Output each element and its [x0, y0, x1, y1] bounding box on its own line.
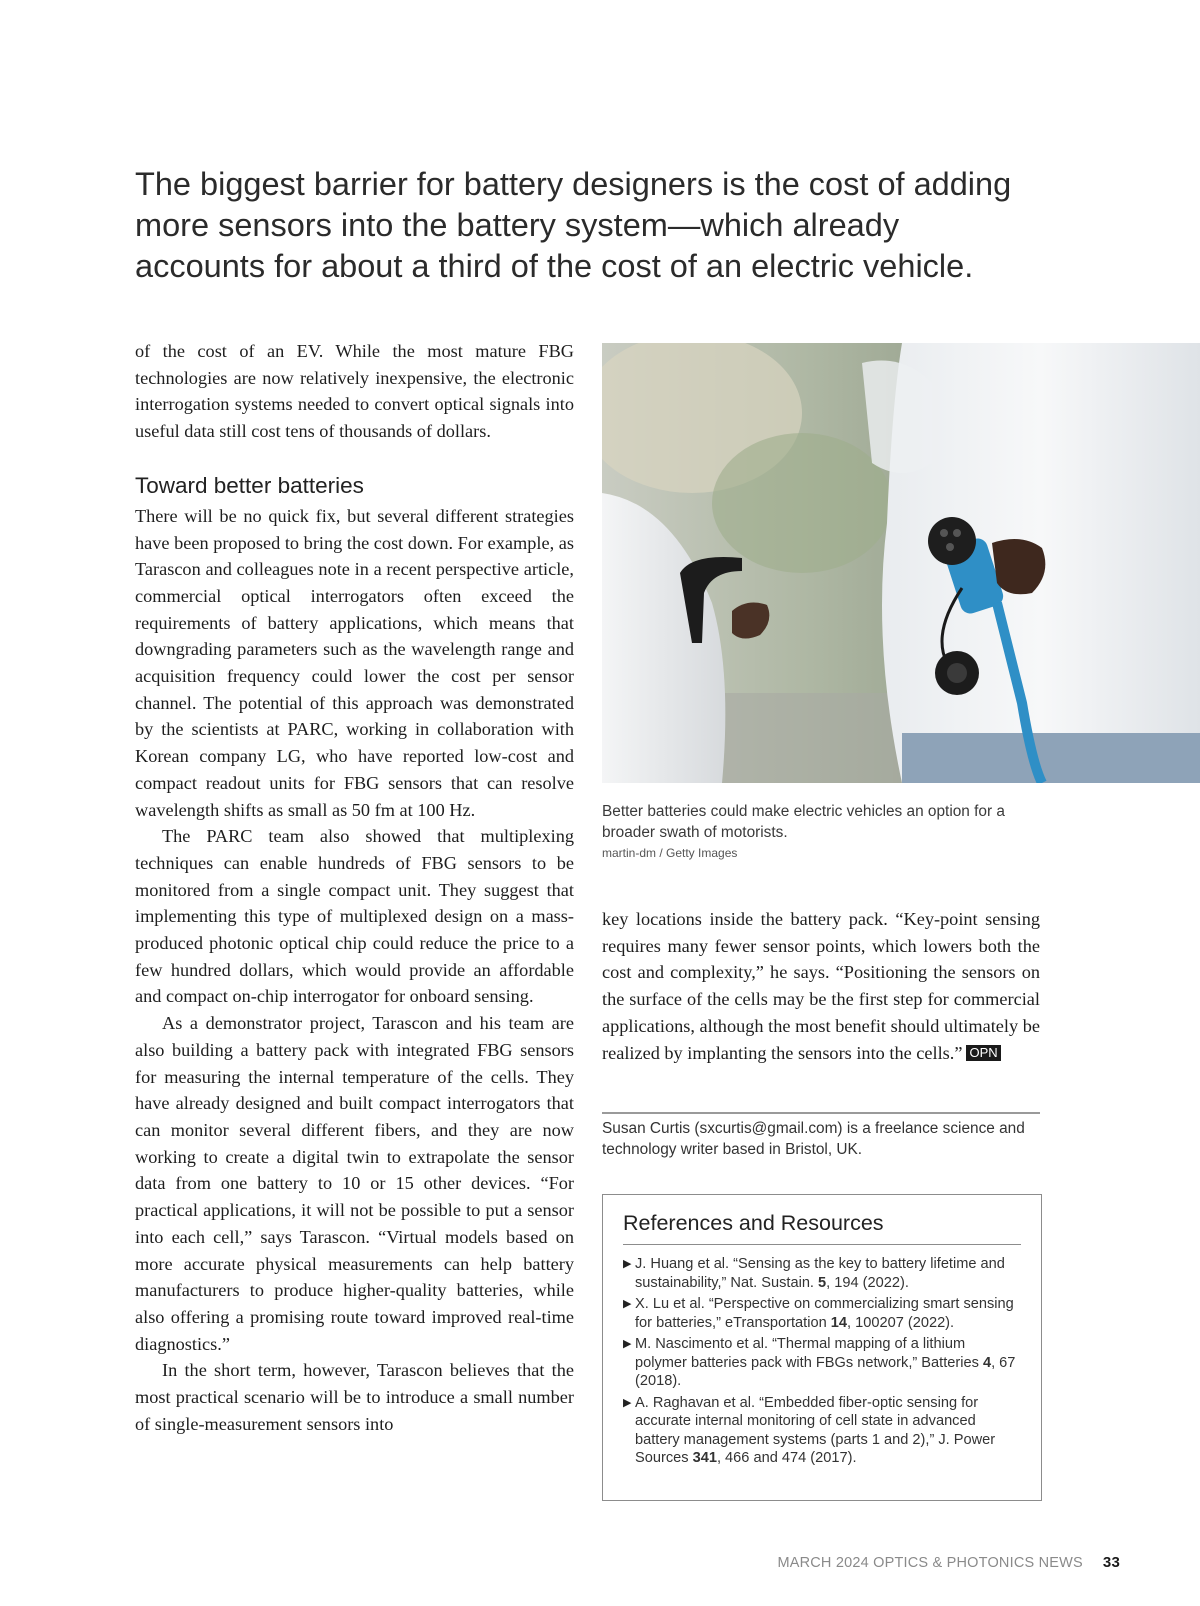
ev-charging-photo — [602, 343, 1200, 783]
references-box — [602, 1194, 1042, 1501]
left-column — [135, 338, 574, 1437]
reference-item: ▶ X. Lu et al. “Perspective on commercializing smart sensing for batteries,” eTransportation 14, 100207 (2022). — [623, 1296, 1014, 1331]
body-paragraph: In the short term, however, Tarascon believes that the most practical scenario will be to introduce a small number of single-measurement sensors into — [135, 1360, 574, 1434]
reference-item: ▶ J. Huang et al. “Sensing as the key to battery lifetime and sustainability,” Nat. Sustain. 5, 194 (2022). — [623, 1256, 1005, 1291]
reference-item: ▶ A. Raghavan et al. “Embedded fiber-optic sensing for accurate internal monitoring of cell state in advanced battery management systems (parts 1 and 2),” J. Power Sources 341, 466 and 474 (2017). — [623, 1394, 996, 1466]
publication-name: OPTICS & PHOTONICS NEWS — [873, 1555, 1083, 1571]
page-number: 33 — [1102, 1554, 1120, 1571]
author-bio: Susan Curtis (sxcurtis@gmail.com) is a freelance science and technology writer based in Bristol, UK. — [602, 1120, 1025, 1158]
divider — [602, 1112, 1040, 1114]
body-paragraph: of the cost of an EV. While the most mature FBG technologies are now relatively inexpensive, the electronic interrogation systems needed to convert optical signals into useful data still cost tens of thousands of dollars. — [135, 341, 574, 442]
body-paragraph: There will be no quick fix, but several different strategies have been proposed to bring the cost down. For example, as Tarascon and colleagues note in a recent perspective article, commercial optical interrogators often exceed the requirements of battery applications, which means that downgrading parameters such as the wavelength range and acquisition frequency could lower the cost per sensor channel. The potential of this approach was demonstrated by the scientists at PARC, working in collaboration with Korean company LG, who have reported low-cost and compact readout units for FBG sensors that can resolve wavelength shifts as small as 50 fm at 100 Hz. — [135, 505, 574, 820]
photo-credit: martin-dm / Getty Images — [602, 846, 738, 860]
figure-caption: Better batteries could make electric vehicles an option for a broader swath of motorists. — [602, 803, 1005, 841]
body-paragraph: The PARC team also showed that multiplexing techniques can enable hundreds of FBG sensors to be monitored from a single compact unit. They suggest that implementing this type of multiplexed design on a mass-produced photonic optical chip could reduce the price to a few hundred dollars, which would provide an affordable and compact on-chip interrogator for onboard sensing. — [135, 826, 574, 1007]
body-text: key locations inside the battery pack. “Key-point sensing requires many fewer sensor points, which lowers both the cost and complexity,” he says. “Positioning the sensors on the surface of the cells may be the first step for commercial applications, although the most benefit should ultimately be realized by implanting the sensors into the cells.” — [602, 909, 1040, 1063]
page-footer — [777, 1554, 1120, 1571]
section-heading: Toward better batteries — [135, 472, 364, 498]
opn-end-mark: OPN — [966, 1045, 1000, 1061]
issue-date: MARCH 2024 — [777, 1555, 869, 1571]
reference-item: ▶ M. Nascimento et al. “Thermal mapping of a lithium polymer batteries pack with FBGs network,” Batteries 4, 67 (2018). — [623, 1336, 1016, 1389]
triangle-bullet-icon: ▶ — [623, 1396, 632, 1409]
triangle-bullet-icon: ▶ — [623, 1338, 632, 1350]
references-list — [623, 1255, 1021, 1468]
right-column-paragraph — [602, 906, 1040, 1066]
references-title: References and Resources — [623, 1211, 1021, 1245]
triangle-bullet-icon: ▶ — [623, 1258, 632, 1270]
body-paragraph: As a demonstrator project, Tarascon and his team are also building a battery pack with integrated FBG sensors for measuring the internal temperature of the cells. They have already designed and built compact interrogators that can monitor several different fibers, and they are now working to create a digital twin to extrapolate the sensor data from one battery to 10 or 15 other devices. “For practical applications, it will not be possible to put a sensor into each cell,” says Tarascon. “Virtual models based on more accurate physical measurements can help battery manufacturers to produce higher-quality batteries, while also offering a promising route toward improved real-time diagnostics.” — [135, 1013, 574, 1354]
pull-quote: The biggest barrier for battery designers is the cost of adding more sensors into the battery system—which already accounts for about a third of the cost of an electric vehicle. — [135, 166, 1012, 284]
triangle-bullet-icon: ▶ — [623, 1298, 632, 1310]
